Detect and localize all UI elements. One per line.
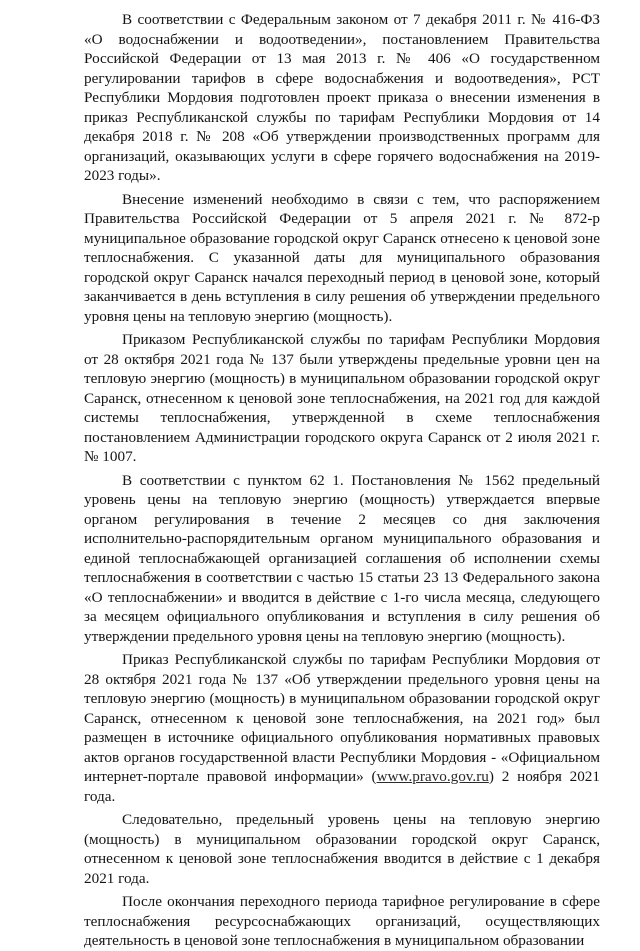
pravo-gov-link[interactable]: www.pravo.gov.ru [376, 768, 489, 785]
paragraph-effective-date: Следовательно, предельный уровень цены на тепловую энергию (мощность) в муниципальном образовании городской округ Саранск, отнесенном к ценовой зоне теплоснабжения вводится в действие с 1 декабря 2021 года. [84, 811, 600, 887]
paragraph-after-transition: После окончания переходного периода тарифное регулирование в сфере теплоснабжения ресурсоснабжающих организаций, осуществляющих деятельность в ценовой зоне теплоснабжения в муниципальном образовании [84, 893, 600, 949]
paragraph-order-publication [84, 650, 600, 806]
publication-text-after-link: ) 2 ноября 2021 года. [84, 768, 600, 805]
paragraph-reason-for-changes: Внесение изменений необходимо в связи с тем, что распоряжением Правительства Российской Федерации от 5 апреля 2021 г. № 872-р муниципальное образование городской округ Саранск отнесено к ценовой зоне теплоснабжения. С указанной даты для муниципального образования городской округ Саранск начался переходный период в ценовой зоне, который заканчивается в день вступления в силу решения об утверждении предельного уровня цены на тепловую энергию (мощность). [84, 190, 600, 325]
publication-text-before-link: Приказ Республиканской службы по тарифам Республики Мордовия от 28 октября 2021 года № 137 «Об утверждении предельного уровня цены на тепловую энергию (мощность) в муниципальном образовании городской округ Саранск, отнесенном к ценовой зоне теплоснабжения, на 2021 год» был размещен в источнике официального опубликования нормативных правовых актов органов государственной власти Республики Мордовия - «Официальном интернет-портале правовой информации» ( [84, 651, 600, 785]
paragraph-price-level-procedure: В соответствии с пунктом 62 1. Постановления № 1562 предельный уровень цены на тепловую энергию (мощность) утверждается впервые органом регулирования в течение 2 месяцев со дня заключения исполнительно-распорядительным органом муниципального образования и единой теплоснабжающей организацией соглашения об исполнении схемы теплоснабжения в соответствии с частью 15 статьи 23 13 Федерального закона «О теплоснабжении» и вводится в действие с 1-го числа месяца, следующего за месяцем официального опубликования и вступления в силу решения об утверждении предельного уровня цены на тепловую энергию (мощность). [84, 471, 600, 645]
paragraph-legal-basis: В соответствии с Федеральным законом от 7 декабря 2011 г. № 416-ФЗ «О водоснабжении и водоотведении», постановлением Правительства Российской Федерации от 13 мая 2013 г. № 406 «О государственном регулировании тарифов в сфере водоснабжения и водоотведения», РСТ Республики Мордовия подготовлен проект приказа о внесении изменения в приказ Республиканской службы по тарифам Республики Мордовия от 14 декабря 2018 г. № 208 «Об утверждении производственных программ для организаций, оказывающих услуги в сфере горячего водоснабжения на 2019-2023 годы». [84, 11, 600, 184]
paragraph-price-limits-order: Приказом Республиканской службы по тарифам Республики Мордовия от 28 октября 2021 года № 137 были утверждены предельные уровни цен на тепловую энергию (мощность) в муниципальном образовании городской округ Саранск, отнесенном к ценовой зоне теплоснабжения, на 2021 год для каждой системы теплоснабжения, утвержденной в схеме теплоснабжения постановлением Администрации городского округа Саранск от 2 июля 2021 г. № 1007. [84, 331, 600, 465]
